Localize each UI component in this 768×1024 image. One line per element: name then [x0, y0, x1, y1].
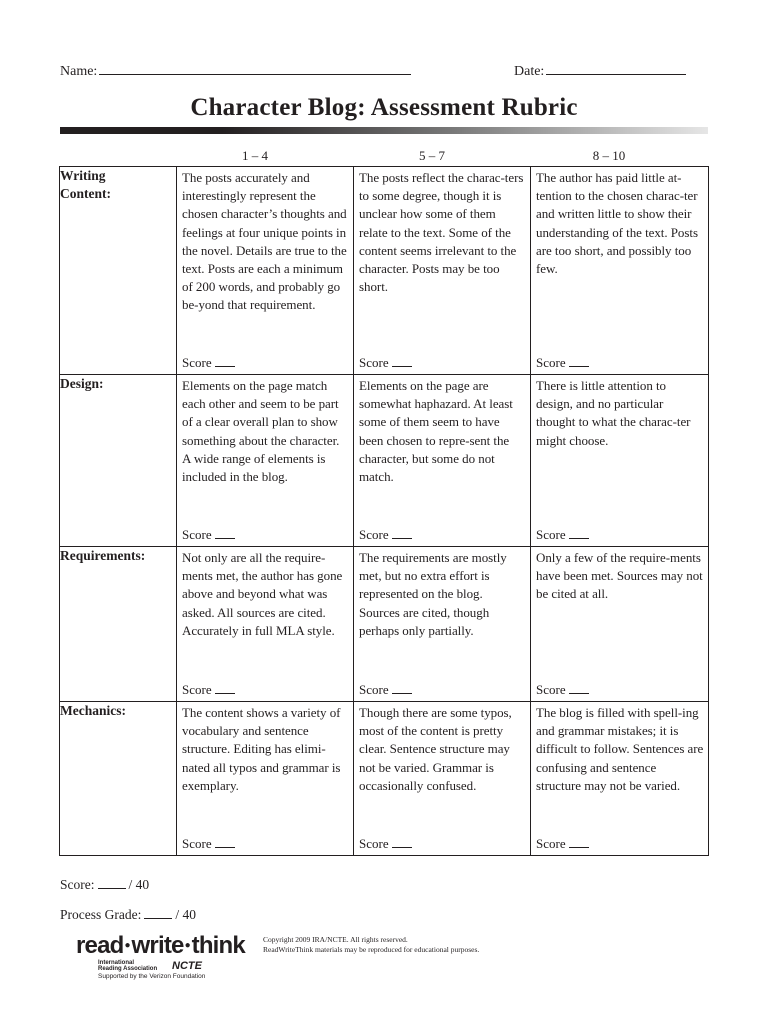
row-label-line: Writing: [60, 168, 106, 183]
score-field: [536, 354, 589, 371]
rubric-cell: [354, 167, 531, 375]
criteria-text: The posts reflect the charac-ters to some degree, though it is unclear how some of them relate to the text. Some of the content seems irrelevant to the character. Posts may be too short.: [359, 170, 524, 295]
score-blank[interactable]: [215, 526, 235, 539]
total-score-blank[interactable]: [98, 875, 126, 889]
score-label: Score: [536, 355, 566, 370]
score-blank[interactable]: [215, 681, 235, 694]
logo-ira-line2: Reading Association: [98, 966, 158, 972]
total-score-label: Score:: [60, 877, 95, 892]
score-field: [182, 526, 235, 543]
score-blank[interactable]: [569, 835, 589, 848]
name-blank[interactable]: [99, 60, 411, 75]
score-label: Score: [536, 682, 566, 697]
score-field: [359, 835, 412, 852]
total-score-suffix: / 40: [128, 877, 150, 892]
logo-read: read: [76, 932, 124, 959]
score-blank[interactable]: [215, 835, 235, 848]
criteria-text: The author has paid little at-tention to the chosen charac-ter and written little to show their understanding of the text. Posts are too short, and possibly too few.: [536, 170, 698, 277]
rubric-cell: [177, 375, 354, 547]
date-line: [514, 60, 686, 80]
process-grade-suffix: / 40: [175, 907, 196, 922]
criteria-text: Not only are all the require-ments met, the author has gone above and beyond what was asked. All sources are cited. Accurately in full MLA style.: [182, 550, 343, 638]
criteria-text: Elements on the page match each other and seem to be part of a clear overall plan to show something about the character. A wide range of elements is included in the blog.: [182, 378, 340, 485]
rubric-cell: [531, 547, 709, 702]
copyright-line2: ReadWriteThink materials may be reproduced for educational purposes.: [263, 945, 480, 954]
page-title: Character Blog: Assessment Rubric: [190, 94, 578, 121]
logo-ira-line1: International: [98, 960, 135, 966]
score-blank[interactable]: [392, 526, 412, 539]
rubric-cell: [531, 702, 709, 856]
name-label: Name:: [60, 64, 98, 79]
score-label: Score: [359, 527, 389, 542]
score-label: Score: [359, 682, 389, 697]
score-label: Score: [359, 355, 389, 370]
rubric-row-requirements: [60, 547, 709, 702]
row-label-line: Design:: [60, 376, 104, 391]
score-blank[interactable]: [569, 526, 589, 539]
criteria-text: The content shows a variety of vocabulary and sentence structure. Editing has elimi-nated all typos and grammar is exemplary.: [182, 705, 341, 793]
logo-dot-icon: ●: [124, 940, 131, 951]
rubric-cell: [177, 167, 354, 375]
rubric-row-design: [60, 375, 709, 547]
total-score-line: [60, 875, 149, 893]
score-field: [182, 354, 235, 371]
row-label-line: Content:: [60, 186, 111, 201]
copyright-line1: Copyright 2009 IRA/NCTE. All rights reserved.: [263, 935, 408, 944]
score-field: [182, 835, 235, 852]
score-label: Score: [359, 836, 389, 851]
score-label: Score: [536, 527, 566, 542]
score-field: [182, 681, 235, 698]
score-field: [536, 526, 589, 543]
score-label: Score: [182, 836, 212, 851]
rubric-cell: [354, 375, 531, 547]
score-blank[interactable]: [569, 681, 589, 694]
criteria-text: The blog is filled with spell-ing and grammar mistakes; it is difficult to follow. Sentences are confusing and sentence structure may not be varied.: [536, 705, 704, 793]
score-label: Score: [182, 527, 212, 542]
column-header-1-4: 1 – 4: [242, 148, 268, 163]
criteria-text: The posts accurately and interestingly represent the chosen character’s thoughts and feelings at four unique points in the novel. Details are true to the text. Posts are each a minimum of 200 words, and probably go be-yond that requirement.: [182, 170, 347, 313]
rubric-cell: [354, 547, 531, 702]
copyright-notice: [263, 935, 479, 955]
date-blank[interactable]: [546, 60, 686, 75]
score-field: [536, 835, 589, 852]
rubric-cell: [531, 375, 709, 547]
rubric-cell: [531, 167, 709, 375]
date-label: Date:: [514, 64, 545, 79]
rubric-cell: [354, 702, 531, 856]
score-field: [359, 354, 412, 371]
score-blank[interactable]: [392, 354, 412, 367]
rubric-table: [59, 166, 709, 856]
score-blank[interactable]: [392, 835, 412, 848]
logo-supported-by: Supported by the Verizon Foundation: [98, 973, 206, 980]
process-grade-label: Process Grade:: [60, 907, 142, 922]
logo-think: think: [191, 932, 245, 959]
process-grade-line: [60, 905, 196, 923]
row-label-line: Requirements:: [60, 548, 146, 563]
score-label: Score: [536, 836, 566, 851]
score-field: [536, 681, 589, 698]
score-blank[interactable]: [569, 354, 589, 367]
criteria-text: Elements on the page are somewhat haphazard. At least some of them seem to have been chosen to repre-sent the character, but some do not match.: [359, 378, 513, 485]
logo-ncte: NCTE: [172, 960, 202, 972]
logo-ira: [98, 960, 157, 972]
row-label-line: Mechanics:: [60, 703, 126, 718]
score-field: [359, 526, 412, 543]
rubric-row-mechanics: [60, 702, 709, 856]
logo-dot-icon: ●: [184, 940, 191, 951]
rubric-cell: [177, 547, 354, 702]
column-header-8-10: 8 – 10: [592, 148, 626, 163]
score-label: Score: [182, 682, 212, 697]
criteria-text: The requirements are mostly met, but no extra effort is represented on the blog. Sources are cited, though perhaps only partially.: [359, 550, 507, 638]
criteria-text: Though there are some typos, most of the content is pretty clear. Sentence structure may not be varied. Grammar is occasionally confused.: [359, 705, 512, 793]
row-label: [60, 547, 177, 702]
column-header-5-7: 5 – 7: [419, 148, 445, 163]
title-underline: [60, 127, 708, 134]
rubric-row-writing-content: [60, 167, 709, 375]
logo-write: write: [131, 932, 184, 959]
row-label: [60, 375, 177, 547]
score-field: [359, 681, 412, 698]
row-label: [60, 702, 177, 856]
process-grade-blank[interactable]: [144, 905, 172, 919]
score-blank[interactable]: [392, 681, 412, 694]
name-line: [60, 60, 411, 80]
readwritethink-logo: [76, 932, 245, 982]
rubric-cell: [177, 702, 354, 856]
score-blank[interactable]: [215, 354, 235, 367]
logo-wordmark: [76, 932, 245, 960]
criteria-text: Only a few of the require-ments have been met. Sources may not be cited at all.: [536, 550, 703, 602]
score-label: Score: [182, 355, 212, 370]
criteria-text: There is little attention to design, and no particular thought to what the charac-ter might choose.: [536, 378, 691, 448]
row-label: [60, 167, 177, 375]
